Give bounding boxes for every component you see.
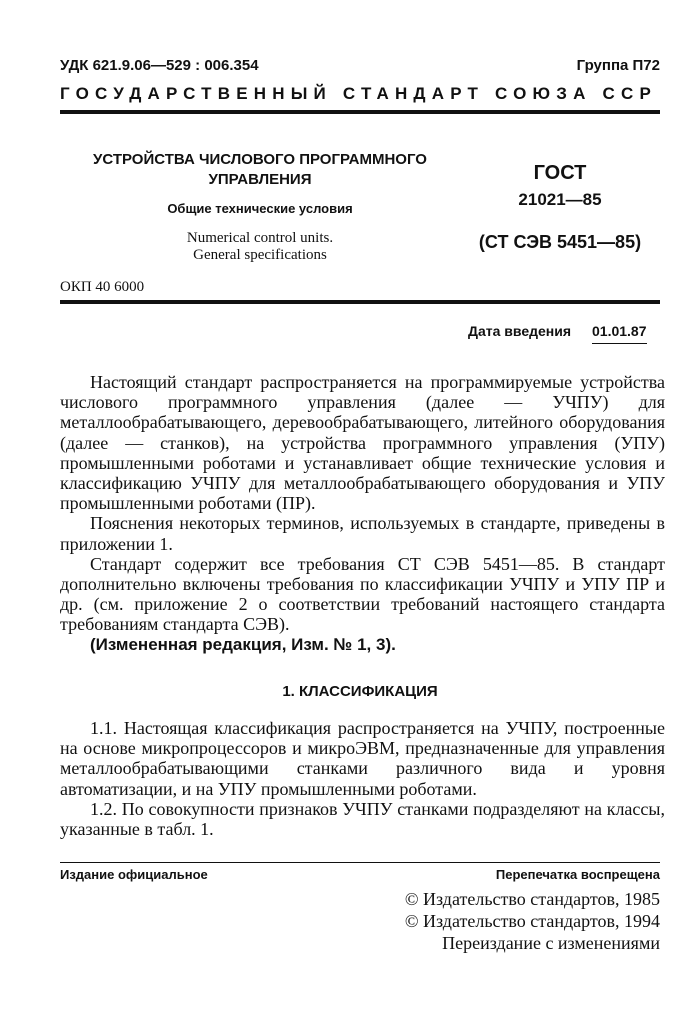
- document-subtitle: Общие технические условия: [167, 201, 353, 216]
- footer-rule: [60, 862, 660, 863]
- gost-label: ГОСТ: [533, 162, 587, 184]
- intro-paragraph: Пояснения некоторых терминов, используемых в стандарте, приведены в приложении 1.: [60, 513, 665, 554]
- section-heading: 1. КЛАССИФИКАЦИЯ: [282, 683, 438, 700]
- date-label: Дата введения: [468, 323, 572, 339]
- copyright-1994: © Издательство стандартов, 1994: [404, 911, 660, 931]
- copyright-1985: © Издательство стандартов, 1985: [404, 889, 660, 909]
- title-line-2: УПРАВЛЕНИЯ: [208, 171, 312, 188]
- document-title: [60, 150, 460, 190]
- section-paragraph: 1.1. Настоящая классификация распространяется на УЧПУ, построенные на основе микропроцессоров и микроЭВМ, предназначенные для управления металлообрабатывающими станками различного вида и уровня автоматизации, и на УПУ промышленными роботами.: [60, 718, 665, 799]
- reissue-note: Переиздание с изменениями: [442, 933, 660, 953]
- section-text: [60, 718, 665, 839]
- title-block-rule: [60, 300, 660, 304]
- group-code: Группа П72: [576, 57, 660, 74]
- official-edition: Издание официальное: [60, 867, 208, 882]
- revision-note: (Измененная редакция, Изм. № 1, 3).: [90, 634, 396, 654]
- english-title: [60, 230, 460, 264]
- udk-code: УДК 621.9.06—529 : 006.354: [60, 57, 259, 74]
- okp-code: ОКП 40 6000: [60, 279, 145, 295]
- gost-number: 21021—85: [518, 190, 602, 209]
- section-paragraph: 1.2. По совокупности признаков УЧПУ станками подразделяют на классы, указанные в табл. 1.: [60, 798, 665, 840]
- intro-paragraph: Настоящий стандарт распространяется на программируемые устройства числового программного управления (далее — УЧПУ) для металлообрабатывающего, деревообрабатывающего, литейного оборудования (далее — станков), на устройства программного управления (УПУ) промышленными роботами и устанавливает общие технические условия и классификацию УЧПУ для металлообрабатывающего оборудования и УПУ промышленными роботами (ПР).: [60, 372, 665, 514]
- reprint-notice: Перепечатка воспрещена: [495, 867, 660, 882]
- state-standard-banner: ГОСУДАРСТВЕННЫЙ СТАНДАРТ СОЮЗА ССР: [60, 84, 657, 103]
- st-sev-number: (СТ СЭВ 5451—85): [478, 232, 642, 252]
- intro-paragraph: Стандарт содержит все требования СТ СЭВ 5451—85. В стандарт дополнительно включены требования по классификации УЧПУ и УПУ ПР и др. (см. приложение 2 о соответствии требований настоящего стандарта требованиям стандарта СЭВ).: [60, 553, 665, 635]
- header-rule: [60, 110, 660, 114]
- date-value: 01.01.87: [592, 323, 647, 344]
- intro-text: [60, 372, 665, 655]
- title-line-1: УСТРОЙСТВА ЧИСЛОВОГО ПРОГРАММНОГО: [93, 151, 427, 168]
- english-title-line-1: Numerical control units.: [186, 230, 334, 246]
- english-title-line-2: General specifications: [193, 247, 327, 263]
